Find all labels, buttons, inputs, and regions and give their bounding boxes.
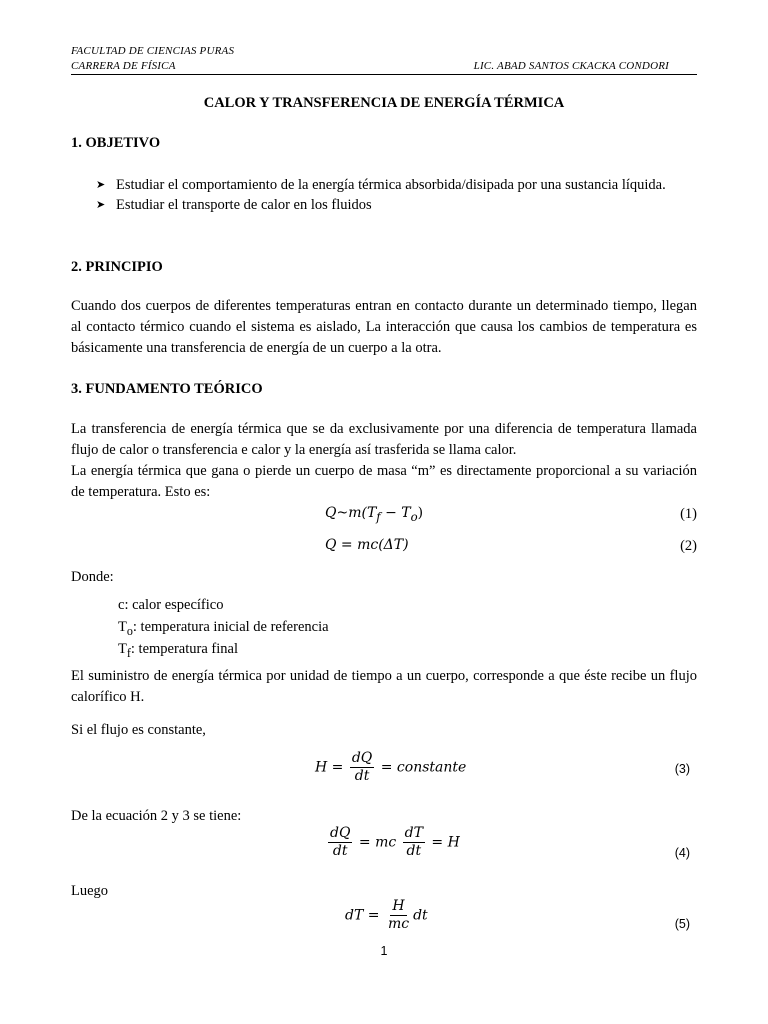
- theory-paragraph-2: La energía térmica que gana o pierde un cuerpo de masa “m” es directamente proporcional a su variación de temperatura. Esto es:: [71, 463, 697, 500]
- header-career: CARRERA DE FÍSICA: [71, 60, 176, 72]
- section-1-heading: 1. OBJETIVO: [71, 135, 161, 151]
- definition-item: $T_o$: temperatura inicial de referencia: [118, 618, 329, 638]
- equation-3-number: (3): [674, 762, 690, 776]
- equation-2-number: (2): [680, 538, 697, 554]
- definition-item: $T_f$: temperatura final: [118, 640, 238, 660]
- theory-paragraph-6: Luego: [71, 883, 109, 899]
- equation-5: dT = $\frac{H}{mc}$ dt: [345, 898, 428, 932]
- principle-paragraph: Cuando dos cuerpos de diferentes temperaturas entran en contacto durante un determinado tiempo, llegan al contacto térmico cuando el sistema es aislado, La interacción que causa los cambios de temperatura es básicamente una transferencia de energía de un cuerpo a la otra.: [71, 298, 697, 356]
- definitions-list: [118, 596, 329, 662]
- header-author: LIC. ABAD SANTOS CKACKA CONDORI: [473, 60, 669, 72]
- header-rule: [71, 74, 697, 75]
- equation-5-number: (5): [674, 917, 690, 931]
- document-title: CALOR Y TRANSFERENCIA DE ENERGÍA TÉRMICA: [203, 95, 565, 111]
- section-3-heading: 3. FUNDAMENTO TEÓRICO: [71, 381, 263, 397]
- donde-label: Donde:: [71, 569, 114, 585]
- header-line-2: [71, 60, 697, 72]
- objective-item: ➤ Estudiar el transporte de calor en los fluidos: [96, 197, 372, 213]
- objective-item: ➤ Estudiar el comportamiento de la energía térmica absorbida/disipada por una sustancia líquida.: [96, 177, 666, 193]
- page-number: 1: [380, 944, 388, 958]
- equation-2: Q = mc(ΔT): [325, 537, 409, 553]
- header-faculty: FACULTAD DE CIENCIAS PURAS: [71, 45, 235, 57]
- arrow-bullet-icon: ➤: [96, 179, 106, 191]
- definition-item: c: calor específico: [118, 597, 224, 613]
- equation-1: $Q\sim m(T_f - T_o)$: [325, 505, 424, 524]
- equation-4: $\frac{dQ}{dt}$ = mc $\frac{dT}{dt}$ = H: [330, 825, 460, 859]
- equation-1-number: (1): [680, 506, 697, 522]
- arrow-bullet-icon: ➤: [96, 199, 106, 211]
- theory-paragraph-5: De la ecuación 2 y 3 se tiene:: [71, 808, 242, 824]
- theory-paragraph-1: La transferencia de energía térmica que se da exclusivamente por una diferencia de temperatura llamada flujo de calor o transferencia e calor y la energía así trasferida se llama calor.: [71, 421, 697, 458]
- section-2-heading: 2. PRINCIPIO: [71, 259, 163, 275]
- theory-paragraph-3: El suministro de energía térmica por unidad de tiempo a un cuerpo, corresponde a que éste recibe un flujo calorífico H.: [71, 668, 697, 705]
- equation-3: H = $\frac{dQ}{dt}$ = constante: [315, 750, 467, 784]
- objective-list: [96, 175, 697, 215]
- theory-paragraph-4: Si el flujo es constante,: [71, 722, 206, 738]
- equation-4-number: (4): [674, 846, 690, 860]
